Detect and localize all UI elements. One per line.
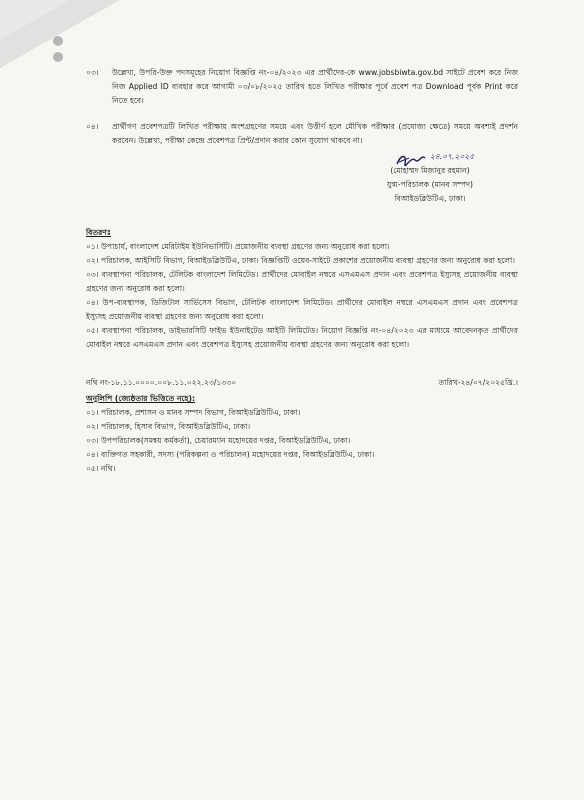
list-item: ০৫। ব্যবস্থাপনা পরিচালক, ডাইভারসিটি ফাইভ ইউনাইটেড আইটি লিমিটেড। নিয়োগ বিজ্ঞপ্তি নং-০৪/২০২৩ এর মাধ্যমে আবেদনকৃত প্রার্থীদের মোবাইল নম্বরে এসএমএস প্রদান এবং প্রবেশপত্র ইস্যুসহ প্রয়োজনীয় ব্যবস্থা গ্রহণের জন্য অনুরোধ করা হলো। bbox=[86, 326, 518, 349]
paragraph-number: ০৩। bbox=[86, 68, 99, 77]
list-item: ০৪। উপ-ব্যবস্থাপক, ডিজিটাল সার্ভিসেস বিভাগ, টেলিটক বাংলাদেশ লিমিটেড। প্রার্থীদের মোবাইল নম্বরে এসএমএস প্রদান এবং প্রবেশপত্র ইস্যুসহ প্রয়োজনীয় ব্যবস্থা গ্রহণের জন্য অনুরোধ করা হলো। bbox=[86, 298, 518, 321]
distribution-list bbox=[86, 226, 518, 352]
copy-list bbox=[86, 392, 518, 476]
copies-heading: অনুলিপি (জ্যেষ্ঠতার ভিত্তিতে নহে): bbox=[86, 394, 196, 403]
list-item: ০১। পরিচালক, প্রশাসন ও মানব সম্পদ বিভাগ, বিআইডব্লিউটিএ, ঢাকা। bbox=[86, 408, 301, 417]
punch-hole bbox=[53, 36, 63, 46]
list-item: ০৫। নথি। bbox=[86, 464, 116, 473]
punch-hole bbox=[53, 52, 63, 62]
signature-block bbox=[360, 150, 500, 206]
list-item: ০৩। ব্যবস্থাপনা পরিচালক, টেলিটক বাংলাদেশ লিমিটেড। প্রার্থীদের মোবাইল নম্বরে এসএমএস প্রদান এবং প্রবেশপত্র ইস্যুসহ প্রয়োজনীয় ব্যবস্থা গ্রহণের জন্য অনুরোধ করা হলো। bbox=[86, 270, 518, 293]
paragraph-03 bbox=[86, 66, 518, 108]
file-number: নথি নং-১৮.১১.০০০০.০০৮.১১.০২২.২৩/১৩৩০ bbox=[86, 378, 237, 387]
paragraph-04 bbox=[86, 120, 518, 148]
signature-date: ২৪.০৭.২০২৫ bbox=[429, 152, 475, 161]
signatory-name: (মোহাম্মদ মিজানুর রহমান) bbox=[390, 166, 470, 175]
issue-date: তারিখ-২৪/০৭/২০২৫খ্রি.। bbox=[438, 378, 518, 387]
list-item: ০৩। উপপরিচালক(সমন্বয় কর্মকর্তা), চেয়ারম্যান মহোদয়ের দপ্তর, বিআইডব্লিউটিএ, ঢাকা। bbox=[86, 436, 351, 445]
distribution-heading: বিতরণঃ bbox=[86, 228, 111, 237]
list-item: ০২। পরিচালক, হিসাব বিভাগ, বিআইডব্লিউটিএ, ঢাকা। bbox=[86, 422, 251, 431]
list-item: ০২। পরিচালক, আইসিটি বিভাগ, বিআইডব্লিউটিএ, ঢাকা। বিজ্ঞপ্তিটি ওয়েব-সাইটে প্রকাশের প্রয়োজনীয় ব্যবস্থা গ্রহণের জন্য অনুরোধ করা হলো। bbox=[86, 256, 515, 265]
signatory-office: বিআইডব্লিউটিএ, ঢাকা। bbox=[394, 194, 466, 203]
paragraph-text: প্রার্থীগণ প্রবেশপত্রটি লিখিত পরীক্ষায় অংশগ্রহণের সময়ে এবং উত্তীর্ণ হলে মৌখিক পরীক্ষার (প্রযোজ্য ক্ষেত্রে) সময়ে অবশ্যই প্রদর্শন করবেন। উল্লেখ্য, পরীক্ষা কেন্দ্রে প্রবেশপত্র প্রিন্ট/প্রদান করার কোন সুযোগ থাকবে না। bbox=[112, 122, 518, 145]
list-item: ০১। উপাচার্য, বাংলাদেশ মেরিটাইম ইউনিভার্সিটি। প্রয়োজনীয় ব্যবস্থা গ্রহণের জন্য অনুরোধ করা হলো। bbox=[86, 242, 390, 251]
signatory-designation: যুগ্ম-পরিচালক (মানব সম্পদ) bbox=[387, 180, 473, 189]
paragraph-number: ০৪। bbox=[86, 122, 99, 131]
list-item: ০৪। ব্যক্তিগত সহকারী, সদস্য (পরিকল্পনা ও পরিচালন) মহোদয়ের দপ্তর, বিআইডব্লিউটিএ, ঢাকা। bbox=[86, 450, 375, 459]
paragraph-text: উল্লেখ্য, উপরি-উক্ত পদসমূহের নিয়োগ বিজ্ঞপ্তি নং-০৪/২০২৩ এর প্রার্থীদের-কে www.jobsbiwta.gov.bd সাইটে প্রবেশ করে নিজ নিজ Applied ID ব্যবহার করে আগামী ০৩/০৮/২০২৫ তারিখ হতে লিখিত পরীক্ষার পূর্বে প্রবেশ পত্র Download পূর্বক Print করে নিতে হবে। bbox=[112, 68, 518, 105]
page-fold bbox=[0, 0, 70, 40]
file-reference-row bbox=[86, 376, 518, 390]
